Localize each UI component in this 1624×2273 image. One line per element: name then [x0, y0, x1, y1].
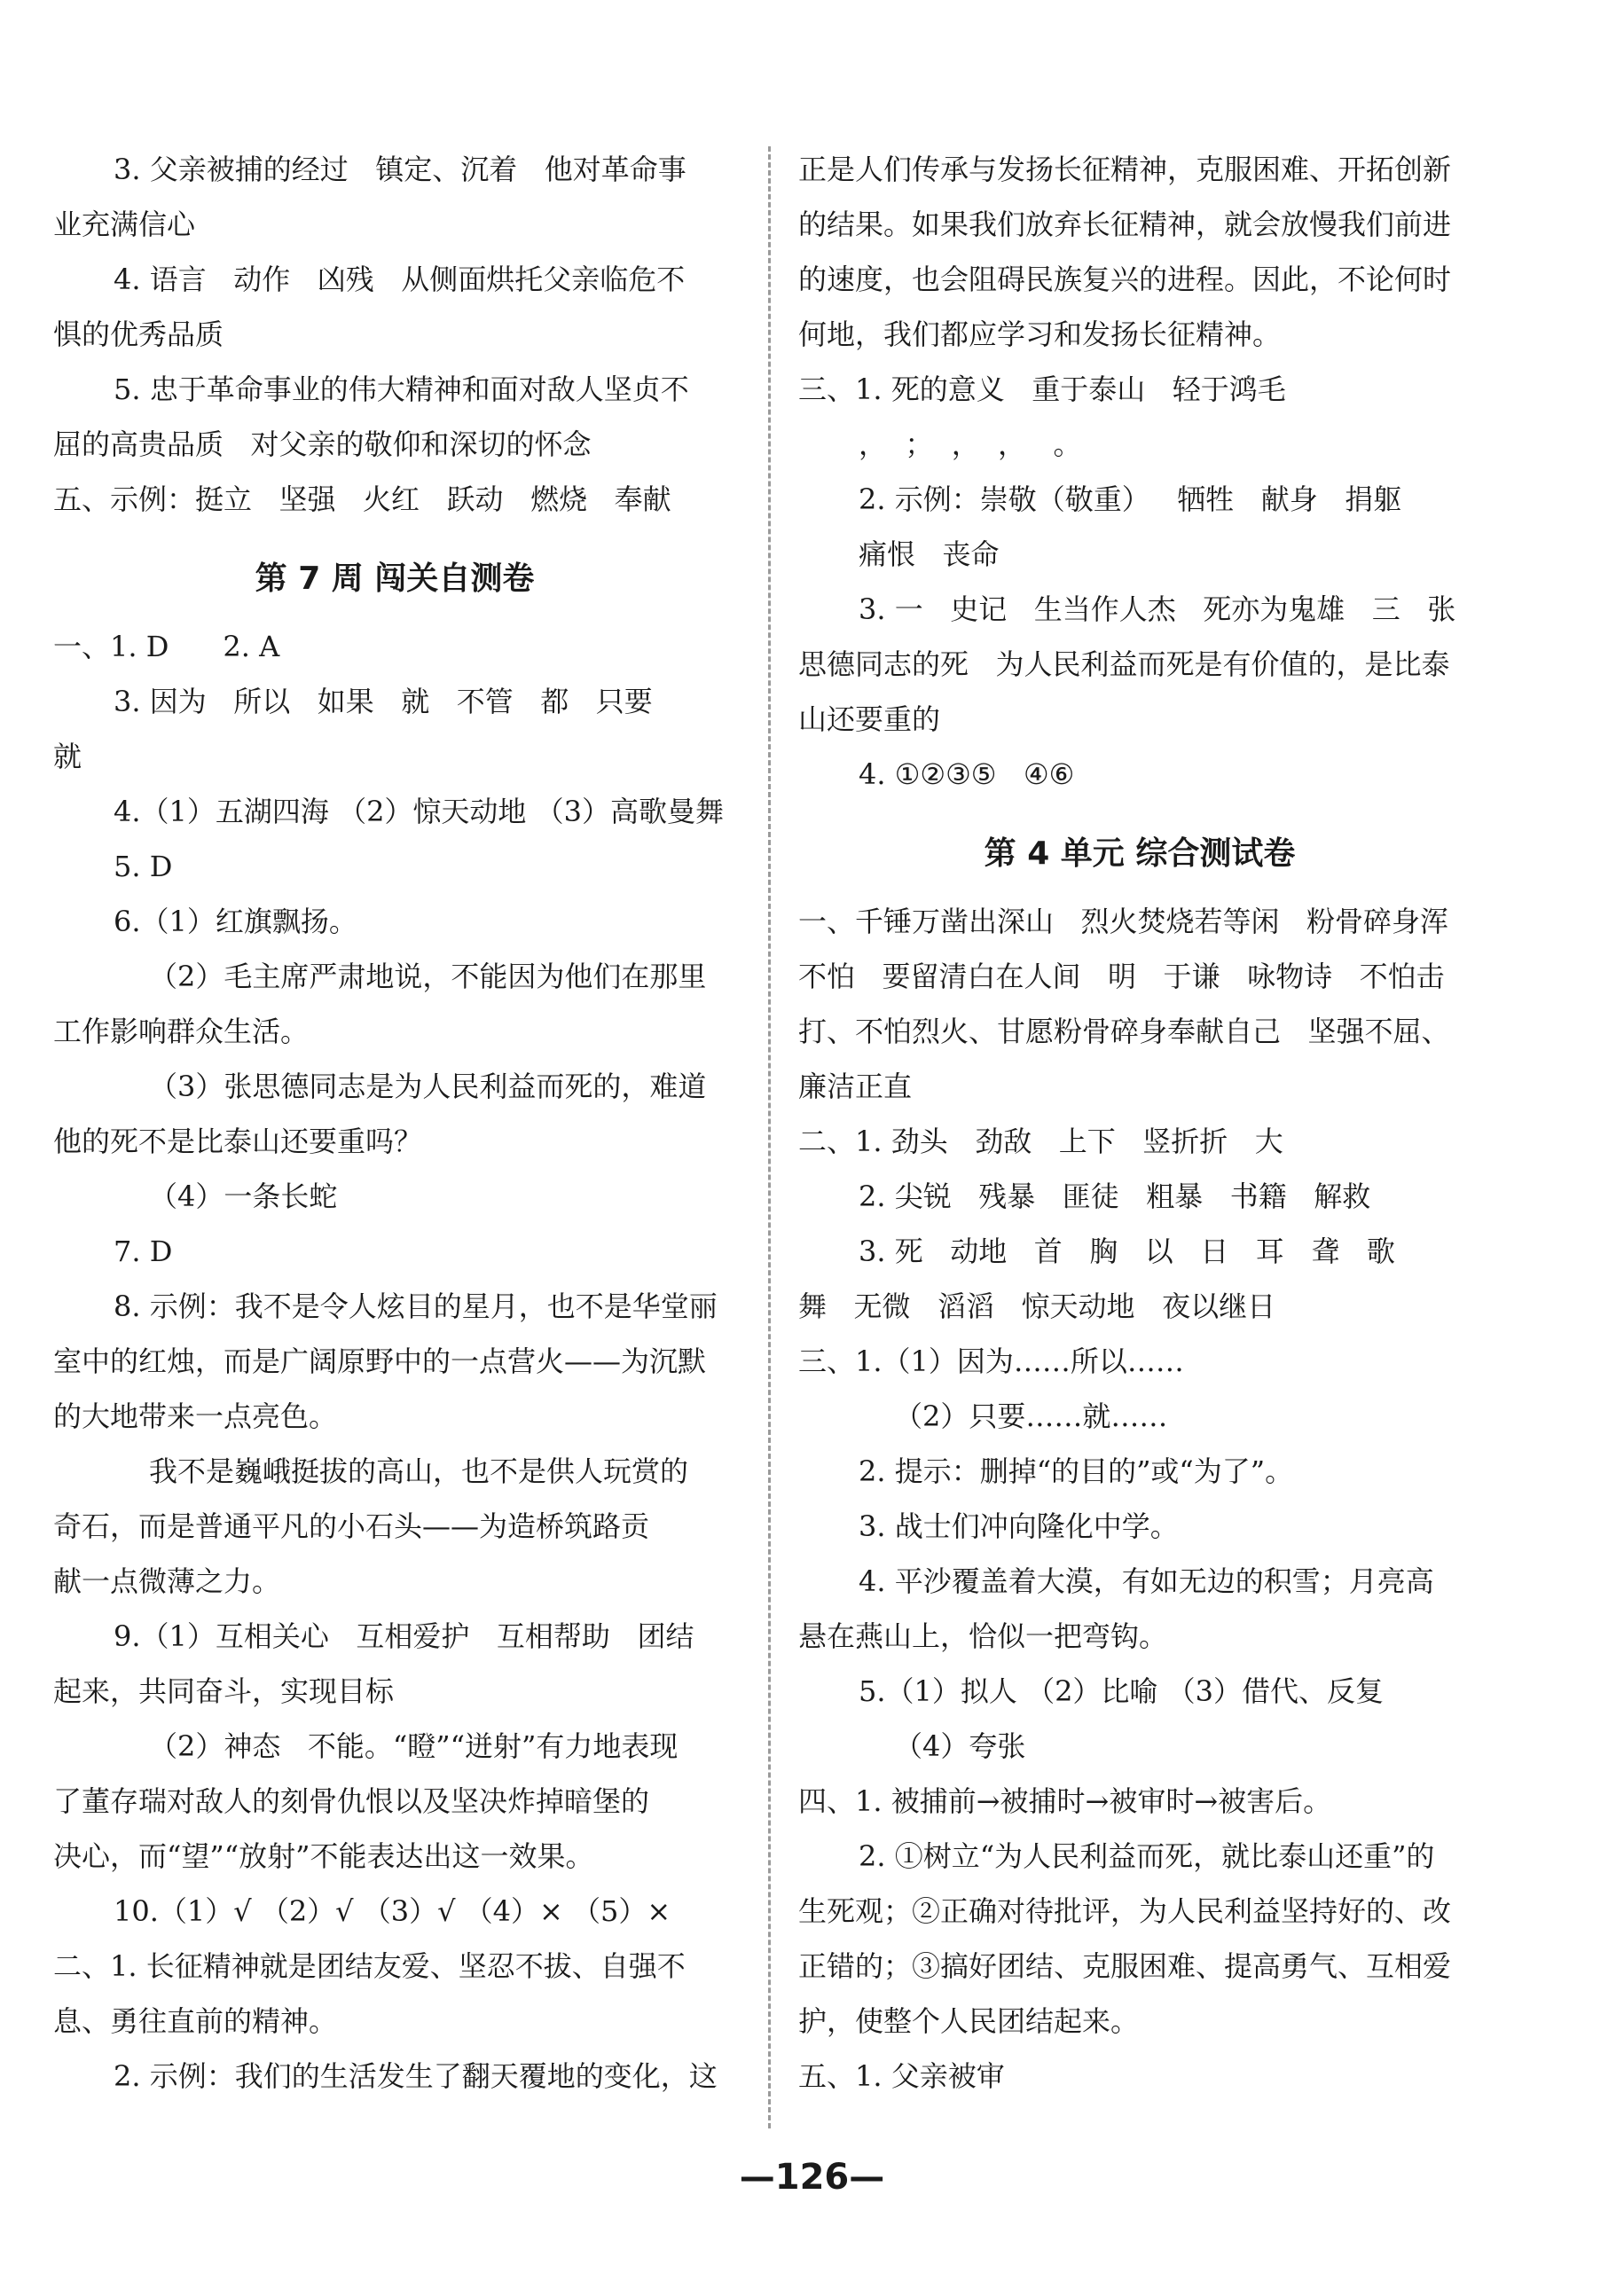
- answer-line: 工作影响群众生活。: [53, 1015, 310, 1048]
- answer-line: 我不是巍峨挺拔的高山，也不是供人玩赏的: [149, 1454, 689, 1488]
- answer-line: 打、不怕烈火、甘愿粉骨碎身奉献自己 坚强不屈、: [798, 1015, 1450, 1048]
- answer-line: （2）毛主席严肃地说，不能因为他们在那里: [149, 960, 707, 993]
- answer-line: 屈的高贵品质 对父亲的敬仰和深切的怀念: [53, 427, 592, 461]
- answer-line: 3. 死 动地 首 胸 以 日 耳 聋 歌: [859, 1234, 1395, 1268]
- answer-line: 的速度，也会阻碍民族复兴的进程。因此，不论何时: [798, 263, 1452, 296]
- answer-line: 护，使整个人民团结起来。: [798, 2004, 1140, 2038]
- answer-line: 3. 一 史记 生当作人杰 死亦为鬼雄 三 张: [859, 592, 1456, 626]
- answer-line: 5. D: [114, 850, 173, 883]
- answer-line: 五、1. 父亲被审: [798, 2059, 1005, 2093]
- answer-line: 正错的；③搞好团结、克服困难、提高勇气、互相爱: [798, 1949, 1452, 1983]
- answer-line: 悬在燕山上，恰似一把弯钩。: [798, 1619, 1168, 1653]
- answer-line: （4）夸张: [894, 1729, 1026, 1763]
- column-divider: [768, 146, 771, 2128]
- answer-line: 三、1. 死的意义 重于泰山 轻于鸿毛: [798, 372, 1286, 406]
- right-column: [798, 142, 1481, 2104]
- answer-line: （2）神态 不能。“瞪”“迸射”有力地表现: [149, 1729, 679, 1763]
- answer-line: 舞 无微 滔滔 惊天动地 夜以继日: [798, 1289, 1276, 1323]
- answer-line: 正是人们传承与发扬长征精神，克服困难、开拓创新: [798, 153, 1452, 186]
- answer-line: 业充满信心: [53, 208, 196, 241]
- answer-line: 息、勇往直前的精神。: [53, 2004, 338, 2038]
- answer-line: 4.（1）五湖四海 （2）惊天动地 （3）高歌曼舞: [114, 795, 724, 828]
- answer-line: 一、千锤万凿出深山 烈火焚烧若等闲 粉骨碎身浑: [798, 905, 1449, 938]
- answer-line: 决心，而“望”“放射”不能表达出这一效果。: [53, 1839, 594, 1873]
- answer-line: 10.（1）√ （2）√ （3）√ （4）× （5）×: [114, 1894, 671, 1928]
- answer-line: 廉洁正直: [798, 1070, 913, 1103]
- answer-line: 五、示例：挺立 坚强 火红 跃动 燃烧 奉献: [53, 482, 671, 516]
- answer-line: 的大地带来一点亮色。: [53, 1399, 338, 1433]
- answer-line: 3. 父亲被捕的经过 镇定、沉着 他对革命事: [114, 153, 686, 186]
- answer-line: 的结果。如果我们放弃长征精神，就会放慢我们前进: [798, 208, 1452, 241]
- section-heading-unit4: 第 4 单元 综合测试卷: [984, 835, 1296, 872]
- answer-line: 二、1. 长征精神就是团结友爱、坚忍不拔、自强不: [53, 1949, 686, 1983]
- page-number: —126—: [739, 2157, 885, 2198]
- answer-line: 4. 平沙覆盖着大漠，有如无边的积雪；月亮高: [859, 1564, 1434, 1598]
- answer-line: （3）张思德同志是为人民利益而死的，难道: [149, 1070, 707, 1103]
- answer-line: 就: [53, 740, 82, 773]
- answer-line: 2. 尖锐 残暴 匪徒 粗暴 书籍 解救: [859, 1180, 1371, 1213]
- answer-line: 痛恨 丧命: [859, 537, 1000, 571]
- answer-line: 了董存瑞对敌人的刻骨仇恨以及坚决炸掉暗堡的: [53, 1784, 650, 1818]
- answer-line: （4）一条长蛇: [149, 1180, 338, 1213]
- answer-line: 山还要重的: [798, 702, 941, 736]
- answer-line: 一、1. D 2. A: [53, 630, 280, 663]
- answer-line: 他的死不是比泰山还要重吗？: [53, 1125, 423, 1158]
- answer-line: 起来，共同奋斗，实现目标: [53, 1674, 395, 1708]
- answer-line: 3. 战士们冲向隆化中学。: [859, 1509, 1179, 1543]
- answer-line: 4. 语言 动作 凶残 从侧面烘托父亲临危不: [114, 263, 686, 296]
- answer-line: 2. ①树立“为人民利益而死，就比泰山还重”的: [859, 1839, 1435, 1873]
- answer-line: 思德同志的死 为人民利益而死是有价值的，是比泰: [798, 647, 1450, 681]
- answer-line: 生死观；②正确对待批评，为人民利益坚持好的、改: [798, 1894, 1452, 1928]
- answer-line: 室中的红烛，而是广阔原野中的一点营火——为沉默: [53, 1344, 707, 1378]
- answer-line: 4. ①②③⑤ ④⑥: [859, 757, 1075, 791]
- answer-line: 5. 忠于革命事业的伟大精神和面对敌人坚贞不: [114, 372, 689, 406]
- answer-line: 不怕 要留清白在人间 明 于谦 咏物诗 不怕击: [798, 960, 1445, 993]
- left-column: [53, 142, 736, 2104]
- answer-line: 9.（1）互相关心 互相爱护 互相帮助 团结: [114, 1619, 694, 1653]
- answer-line: 3. 因为 所以 如果 就 不管 都 只要: [114, 685, 653, 718]
- answer-line: 献一点微薄之力。: [53, 1564, 281, 1598]
- answer-line: 2. 提示：删掉“的目的”或“为了”。: [859, 1454, 1294, 1488]
- answer-line: 三、1.（1）因为……所以……: [798, 1344, 1184, 1378]
- answer-line: 惧的优秀品质: [53, 317, 224, 351]
- answer-line: 2. 示例：崇敬（敬重） 牺牲 献身 捐躯: [859, 482, 1402, 516]
- answer-line: 何地，我们都应学习和发扬长征精神。: [798, 317, 1282, 351]
- answer-line: 7. D: [114, 1234, 173, 1268]
- answer-line: 二、1. 劲头 劲敌 上下 竖折折 大: [798, 1125, 1283, 1158]
- answer-line: 8. 示例：我不是令人炫目的星月，也不是华堂丽: [114, 1289, 718, 1323]
- answer-line: 5.（1）拟人 （2）比喻 （3）借代、反复: [859, 1674, 1384, 1708]
- answer-line: 奇石，而是普通平凡的小石头——为造桥筑路贡: [53, 1509, 650, 1543]
- answer-line: 6.（1）红旗飘扬。: [114, 905, 357, 938]
- answer-line: 四、1. 被捕前→被捕时→被审时→被害后。: [798, 1784, 1332, 1818]
- answer-line: 2. 示例：我们的生活发生了翻天覆地的变化，这: [114, 2059, 718, 2093]
- answer-line: （2）只要……就……: [894, 1399, 1168, 1433]
- section-heading-week7: 第 7 周 闯关自测卷: [255, 560, 535, 597]
- answer-line: ， ； ， ， 。: [859, 427, 1082, 461]
